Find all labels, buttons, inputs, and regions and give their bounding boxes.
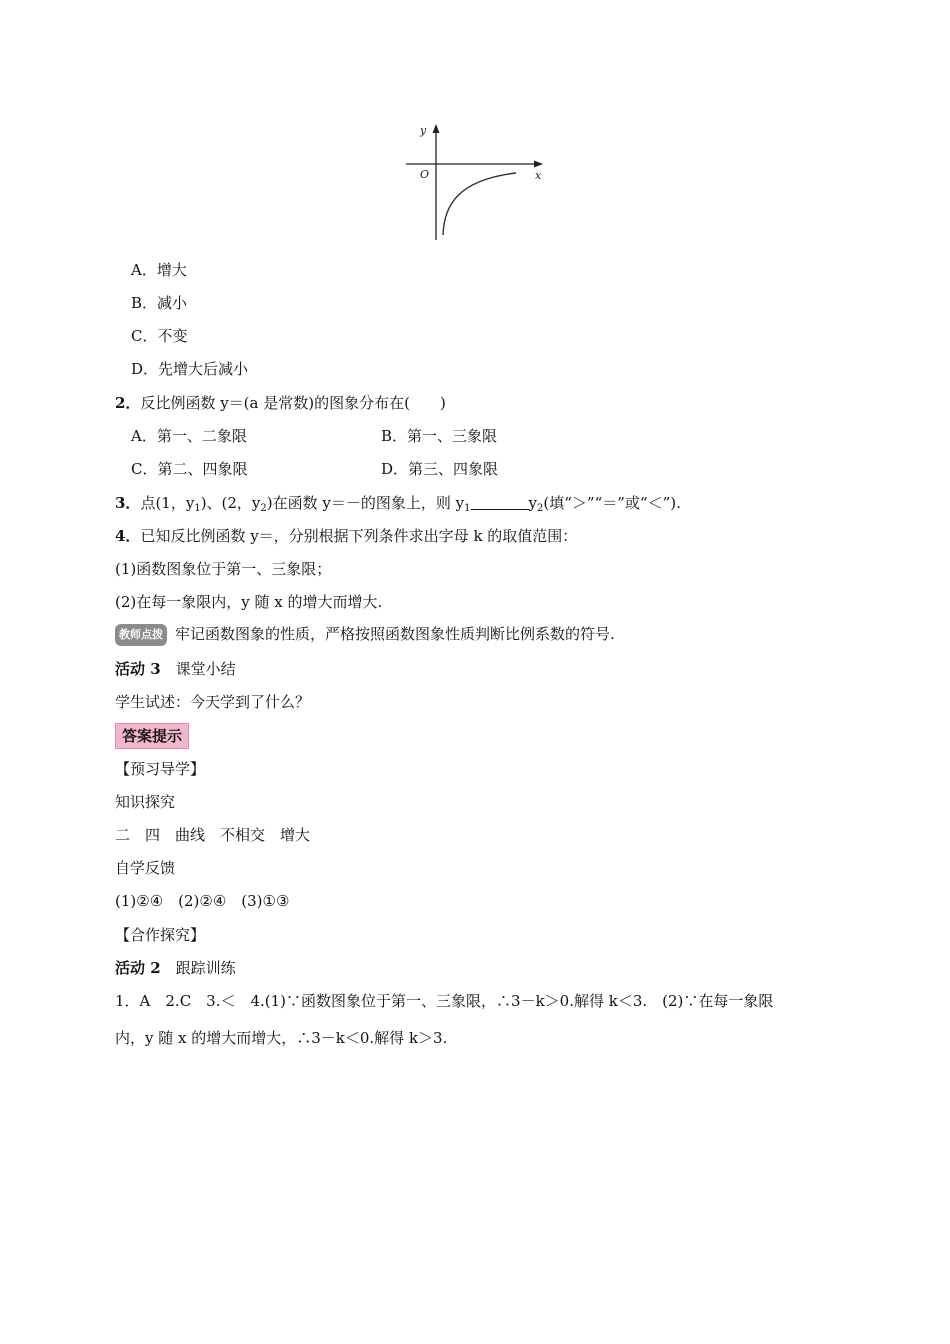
q3-text-2: )、(2，y [200,494,261,512]
preview-heading: 【预习导学】 [115,760,206,778]
q3-stem [115,493,681,519]
q3-text-5: (填“＞”“＝”或“＜”). [543,494,681,512]
q3-text-1: 点(1，y [140,494,195,512]
q1-option-b: B．减小 [131,294,188,312]
q2-option-a: A．第一、二象限 [131,427,247,445]
cooperation-heading: 【合作探究】 [115,926,206,944]
activity2-title [115,958,236,978]
q4-stem [115,526,577,546]
q4-text: 已知反比例函数 y＝，分别根据下列条件求出字母 k 的取值范围： [140,527,578,545]
activity2-answer-line-1: 1．A 2.C 3.＜ 4.(1)∵函数图象位于第一、三象限，∴3－k＞0.解得 k＜3. (2)∵在每一象限 [115,992,774,1010]
activity2-label: 活动 2 [115,959,161,977]
q2-stem [115,393,446,413]
activity3-title-text: 课堂小结 [160,660,236,678]
q3-sub-2: 2 [260,503,267,514]
function-graph-figure [398,120,548,245]
q3-sub-4: 2 [537,503,544,514]
q3-answer-blank[interactable] [471,495,529,510]
knowledge-heading: 知识探究 [115,793,176,811]
q3-text-4: y [528,494,537,512]
activity3-prompt: 学生试述：今天学到了什么？ [115,693,311,711]
y-axis-arrow-icon [433,124,440,133]
activity2-answer-line-2: 内，y 随 x 的增大而增大，∴3－k＜0.解得 k＞3. [115,1029,448,1047]
x-axis-arrow-icon [534,161,543,168]
activity3-title [115,659,236,679]
q2-number: 2． [115,394,141,412]
q3-sub-3: 1 [464,503,471,514]
x-axis-label: x [535,169,542,182]
activity3-label: 活动 3 [115,660,161,678]
q2-option-c: C．第二、四象限 [131,460,248,478]
q2-option-d: D．第三、四象限 [381,460,499,478]
y-axis-label: y [420,124,427,137]
q3-number: 3． [115,494,141,512]
origin-label: O [420,168,430,181]
q1-option-c: C．不变 [131,327,188,345]
teacher-tip-text: 牢记函数图象的性质，严格按照函数图象性质判断比例系数的符号. [175,625,615,643]
q4-sub-2: (2)在每一象限内，y 随 x 的增大而增大. [115,593,383,611]
q2-text: 反比例函数 y＝(a 是常数)的图象分布在( ) [140,394,446,412]
q1-option-a: A．增大 [131,261,187,279]
q3-sub-1: 1 [194,503,201,514]
knowledge-answer: 二 四 曲线 不相交 增大 [115,826,311,844]
activity2-title-text: 跟踪训练 [160,959,236,977]
hyperbola-curve [443,173,516,235]
q3-text-3: )在函数 y＝－的图象上，则 y [266,494,465,512]
q4-sub-1: (1)函数图象位于第一、三象限； [115,560,332,578]
teacher-tip-badge: 教师点拨 [115,624,167,646]
q4-number: 4． [115,527,141,545]
teacher-tip [115,624,615,646]
self-feedback-answer: (1)②④ (2)②④ (3)①③ [115,892,290,910]
self-feedback-heading: 自学反馈 [115,859,176,877]
q1-option-d: D．先增大后减小 [131,360,249,378]
q2-option-b: B．第一、三象限 [381,427,498,445]
answer-hints-banner: 答案提示 [115,723,189,749]
